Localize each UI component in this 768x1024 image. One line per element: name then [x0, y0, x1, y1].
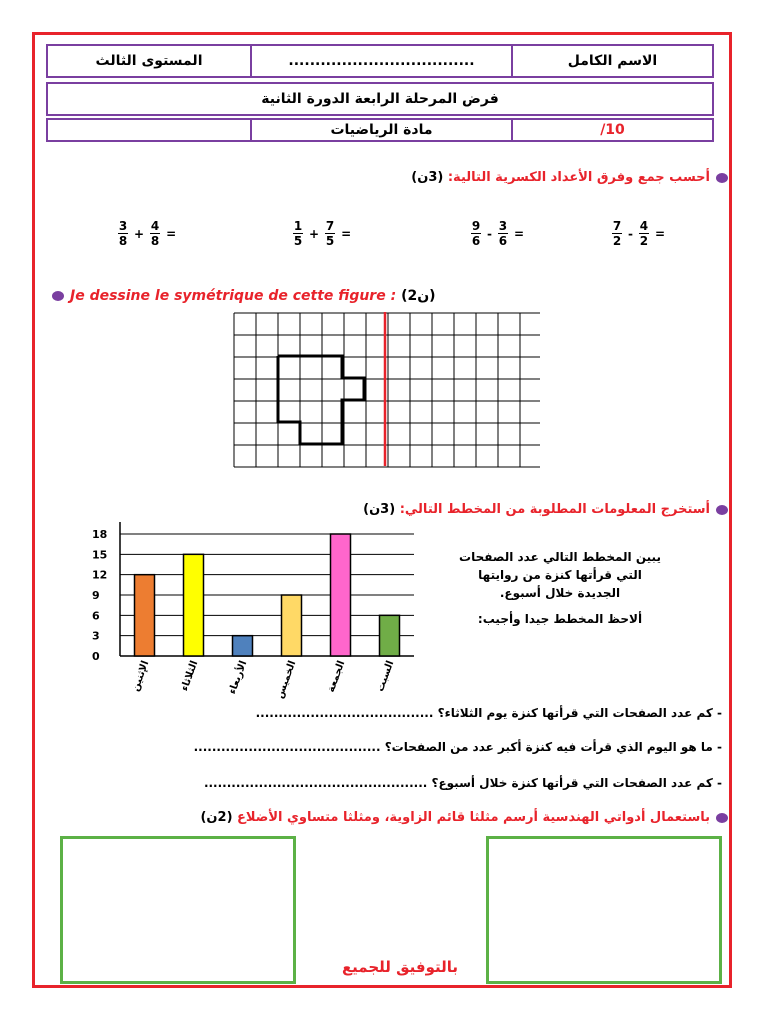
bullet-icon	[716, 813, 728, 823]
q1-title-text: أحسب جمع وفرق الأعداد الكسرية التالية:	[447, 170, 710, 185]
bar-chart	[86, 520, 426, 700]
fraction-exercise-4: 7 2 - 4 2 =	[612, 219, 666, 248]
level-text: المستوى الثالث	[95, 53, 203, 69]
q4-points: (2ن)	[200, 810, 233, 825]
fraction-exercise-1: 3 8 + 4 8 =	[118, 219, 177, 248]
subject-cell	[250, 118, 513, 142]
name-label: الاسم الكامل	[567, 53, 658, 69]
x-tick-label: الجمعة	[325, 659, 348, 694]
description-line-3: الجديدة خلال أسبوع.	[499, 586, 621, 600]
q4-title-text: باستعمال أدواتي الهندسية أرسم مثلثا قائم الزاوية، ومثلثا متساوي الأضلاع	[237, 810, 710, 825]
x-tick-label: الإثنين	[130, 659, 152, 693]
answer-blank-3[interactable]: .................................................	[203, 776, 428, 790]
chart-instruction: ألاحظ المخطط جيدا وأجيب:	[477, 612, 643, 626]
q3-title-text: أستخرج المعلومات المطلوبة من المخطط التالي:	[399, 502, 710, 517]
chart-description	[440, 548, 680, 628]
symmetry-grid[interactable]	[230, 312, 540, 468]
exam-title: فرض المرحلة الرابعة الدورة الثانية	[261, 91, 499, 107]
exam-title-cell	[46, 82, 714, 116]
x-tick-label: الثلاثاء	[179, 659, 201, 693]
answer-blank-1[interactable]: .......................................	[255, 706, 434, 720]
q3-title	[363, 502, 728, 517]
bullet-icon	[716, 173, 728, 183]
y-tick-label: 6	[92, 609, 100, 623]
y-tick-label: 12	[92, 568, 108, 582]
level-cell	[46, 44, 252, 78]
name-field[interactable]	[250, 44, 513, 78]
drawing-box-right[interactable]	[486, 836, 722, 984]
name-blank: ...................................	[288, 53, 475, 69]
q2-points: (2ن)	[401, 288, 436, 304]
q4-title	[200, 810, 728, 825]
bar	[184, 554, 204, 656]
bar	[282, 595, 302, 656]
bar	[233, 636, 253, 656]
x-tick-label: السبت	[375, 659, 397, 694]
bullet-icon	[716, 505, 728, 515]
figure-shape	[278, 356, 364, 444]
question-2: - ما هو اليوم الذي قرأت فيه كنزة أكبر عدد من الصفحات؟ .........................................	[193, 740, 722, 754]
description-line-1: يبين المخطط التالي عدد الصفحات	[459, 550, 661, 564]
bar	[135, 575, 155, 656]
empty-cell	[46, 118, 252, 142]
y-tick-label: 18	[92, 528, 108, 541]
name-label-cell	[511, 44, 714, 78]
drawing-box-left[interactable]	[60, 836, 296, 984]
bar	[380, 615, 400, 656]
q3-points: (3ن)	[363, 502, 396, 517]
q1-points: (3ن)	[411, 170, 444, 185]
x-tick-label: الخميس	[274, 659, 299, 700]
y-tick-label: 15	[92, 548, 108, 562]
question-1: - كم عدد الصفحات التي قرأتها كنزة يوم الثلاثاء؟ .......................................	[255, 706, 722, 720]
x-tick-label: الأربعاء	[227, 659, 250, 696]
y-tick-label: 3	[92, 629, 100, 643]
subject-text: مادة الرياضيات	[330, 122, 433, 138]
fraction-exercise-2: 1 5 + 7 5 =	[293, 219, 352, 248]
description-line-2: التي قرأتها كنزة من روايتها	[478, 568, 642, 582]
score-text: /10	[600, 122, 625, 138]
bullet-icon	[52, 291, 64, 301]
answer-blank-2[interactable]: .........................................	[193, 740, 381, 754]
q2-title-text: Je dessine le symétrique de cette figure :	[70, 288, 397, 304]
bar	[331, 534, 351, 656]
fraction-exercise-3: 9 6 - 3 6 =	[471, 219, 525, 248]
footer-text: بالتوفيق للجميع	[341, 958, 459, 976]
question-3: - كم عدد الصفحات التي قرأتها كنزة خلال أسبوع؟ .................................................	[203, 776, 722, 790]
y-tick-label: 9	[92, 589, 100, 602]
q1-title	[411, 170, 728, 185]
y-tick-label: 0	[92, 650, 100, 663]
score-cell	[511, 118, 714, 142]
q2-title	[52, 288, 436, 304]
